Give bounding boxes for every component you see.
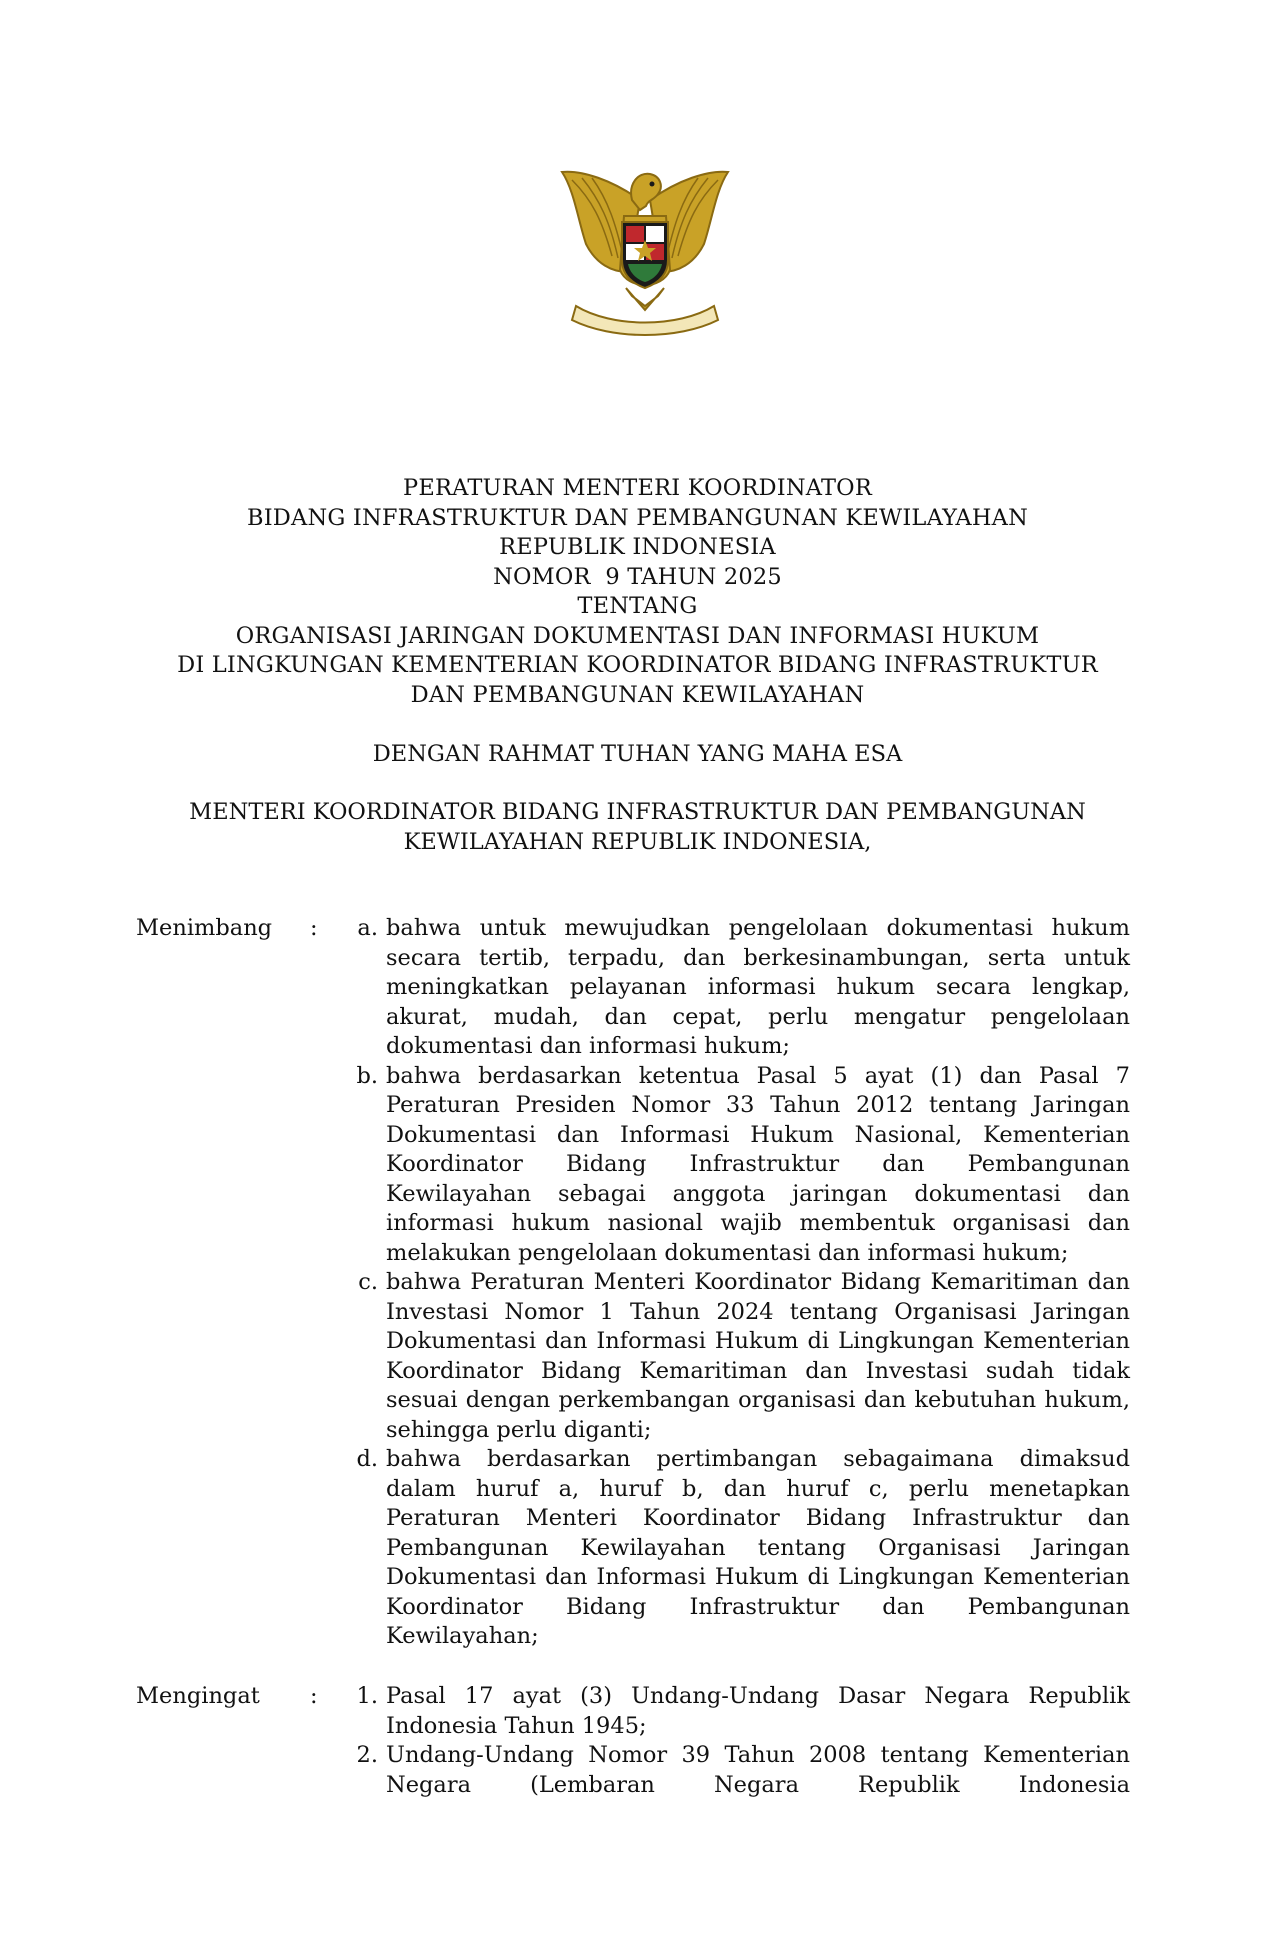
minister-line: KEWILAYAHAN REPUBLIK INDONESIA,	[403, 828, 872, 855]
garuda-emblem-icon	[552, 160, 738, 340]
title-line: ORGANISASI JARINGAN DOKUMENTASI DAN INFORMASI HUKUM	[235, 622, 1040, 649]
section-colon: :	[310, 1683, 318, 1709]
title-line: TENTANG	[577, 593, 698, 619]
item-marker: c.	[358, 1269, 378, 1295]
item-text: bahwa berdasarkan pertimbangan sebagaimana dimaksud dalam huruf a, huruf b, dan huruf c, perlu menetapkan Peraturan Menteri Koordinator Bidang Infrastruktur dan Pembangunan Kewilayahan tentang Organisasi Jaringan Dokumentasi dan Informasi Hukum di Lingkungan Kementerian Koordinator Bidang Infrastruktur dan Pembangunan Kewilayahan;	[386, 1446, 1130, 1649]
menimbang-section	[136, 914, 1130, 1652]
list-item	[336, 1268, 1130, 1445]
item-text: bahwa Peraturan Menteri Koordinator Bidang Kemaritiman dan Investasi Nomor 1 Tahun 2024 tentang Organisasi Jaringan Dokumentasi dan Informasi Hukum di Lingkungan Kementerian Koordinator Bidang Kemaritiman dan Investasi sudah tidak sesuai dengan perkembangan organisasi dan kebutuhan hukum, sehingga perlu diganti;	[386, 1269, 1130, 1443]
item-text: bahwa berdasarkan ketentua Pasal 5 ayat (1) dan Pasal 7 Peraturan Presiden Nomor 33 Tahun 2012 tentang Jaringan Dokumentasi dan Informasi Hukum Nasional, Kementerian Koordinator Bidang Infrastruktur dan Pembangunan Kewilayahan sebagai anggota jaringan dokumentasi dan informasi hukum nasional wajib membentuk organisasi dan melakukan pengelolaan dokumentasi dan informasi hukum;	[386, 1062, 1130, 1266]
mengingat-section	[136, 1682, 1130, 1800]
list-item	[336, 914, 1130, 1062]
title-line: DAN PEMBANGUNAN KEWILAYAHAN	[410, 681, 865, 708]
section-label: Mengingat	[136, 1683, 260, 1709]
list-item	[336, 1682, 1130, 1741]
title-line: DI LINGKUNGAN KEMENTERIAN KOORDINATOR BIDANG INFRASTRUKTUR	[177, 652, 1098, 678]
item-marker: a.	[357, 915, 378, 941]
minister-line: MENTERI KOORDINATOR BIDANG INFRASTRUKTUR DAN PEMBANGUNAN	[189, 799, 1086, 825]
regulation-title	[0, 474, 1275, 710]
list-item	[336, 1741, 1130, 1800]
item-text: bahwa untuk mewujudkan pengelolaan dokumentasi hukum secara tertib, terpadu, dan berkesinambungan, serta untuk meningkatkan pelayanan informasi hukum secara lengkap, akurat, mudah, dan cepat, perlu mengatur pengelolaan dokumentasi dan informasi hukum;	[386, 915, 1130, 1059]
list-item	[336, 1445, 1130, 1652]
minister-heading	[0, 798, 1275, 857]
item-marker: 1.	[356, 1683, 378, 1709]
list-item	[336, 1062, 1130, 1269]
item-marker: 2.	[356, 1742, 378, 1768]
item-marker: d.	[356, 1446, 378, 1472]
section-label: Menimbang	[136, 915, 273, 941]
item-marker: b.	[356, 1062, 378, 1089]
garuda-pancasila-emblem	[552, 160, 738, 340]
title-line: NOMOR 9 TAHUN 2025	[493, 563, 782, 590]
title-line: BIDANG INFRASTRUKTUR DAN PEMBANGUNAN KEWILAYAHAN	[246, 504, 1029, 531]
title-line: PERATURAN MENTERI KOORDINATOR	[403, 475, 872, 501]
section-colon: :	[310, 915, 318, 941]
item-text: Undang-Undang Nomor 39 Tahun 2008 tentang Kementerian Negara (Lembaran Negara Republik Indonesia	[386, 1742, 1130, 1798]
title-line: REPUBLIK INDONESIA	[499, 534, 776, 560]
item-text: Pasal 17 ayat (3) Undang-Undang Dasar Negara Republik Indonesia Tahun 1945;	[386, 1683, 1130, 1739]
blessing-line: DENGAN RAHMAT TUHAN YANG MAHA ESA	[372, 741, 903, 767]
